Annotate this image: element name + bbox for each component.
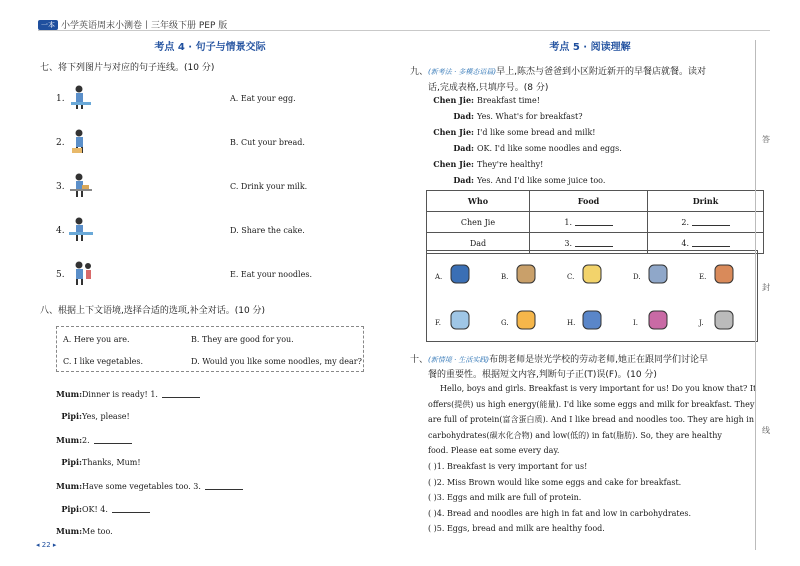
dialogue-text: They're healthy!: [477, 160, 544, 169]
binding-line: [755, 40, 756, 550]
dialogue-line: [56, 458, 141, 468]
brand-badge: 一本: [38, 20, 58, 30]
speaker: Mum:: [56, 435, 83, 445]
food-table-wrap: [426, 190, 764, 254]
side-mark: 封: [762, 283, 770, 292]
speaker: Pipi:: [61, 457, 82, 467]
q9-title-text: 早上,陈杰与爸爸到小区附近新开的早餐店就餐。读对: [496, 67, 707, 77]
dialogue-text: Thanks, Mum!: [82, 458, 141, 467]
sentence-option[interactable]: B. Cut your bread.: [230, 138, 305, 147]
dialogue-line: [430, 128, 596, 138]
th-drink: Drink: [648, 191, 764, 212]
q8-options-box: [56, 326, 364, 372]
speaker: Pipi:: [61, 504, 82, 514]
option-b: B. They are good for you.: [191, 335, 294, 344]
option-d: D. Would you like some noodles, my dear?: [191, 357, 362, 366]
dialogue-line: [430, 176, 605, 186]
left-section-title: 考点 4 · 句子与情景交际: [154, 42, 266, 53]
speaker: Chen Jie:: [433, 159, 474, 169]
q7-title: 七、将下列图片与对应的句子连线。(10 分): [40, 63, 215, 73]
speaker: Chen Jie:: [433, 95, 474, 105]
dialogue-text: OK! 4.: [82, 505, 108, 514]
choice-label: G.: [501, 319, 509, 327]
bread-icon[interactable]: [513, 261, 539, 291]
dialogue-text: Me too.: [82, 527, 113, 536]
sentence-option[interactable]: A. Eat your egg.: [230, 94, 296, 103]
choice-label: D.: [633, 273, 641, 281]
dialogue-line: [430, 112, 583, 122]
dialogue-text: I'd like some bread and milk!: [477, 128, 596, 137]
tf-statement[interactable]: ( )4. Bread and noodles are high in fat and low in carbohydrates.: [428, 508, 692, 518]
dialogue-line: [430, 144, 622, 154]
side-mark: 线: [762, 426, 770, 435]
food-choices-box: [426, 250, 758, 342]
cell-who: Chen Jie: [427, 212, 530, 233]
glass-water-icon[interactable]: [447, 307, 473, 337]
dialogue-line: [56, 412, 130, 422]
speaker: Mum:: [56, 526, 83, 536]
choice-label: A.: [435, 273, 443, 281]
q10-title-line2: 餐的重要性。根据短文内容,判断句子正(T)误(F)。(10 分): [428, 370, 657, 380]
option-a: A. Here you are.: [63, 335, 130, 344]
dialogue-text: 2.: [82, 436, 90, 445]
dialogue-text: Yes. And I'd like some juice too.: [477, 176, 606, 185]
page-number-text: 22: [41, 541, 51, 549]
answer-blank[interactable]: [205, 481, 243, 490]
cell-food[interactable]: [530, 212, 648, 233]
sentence-option[interactable]: C. Drink your milk.: [230, 182, 308, 191]
eggs-plate-icon[interactable]: [579, 261, 605, 291]
dialogue-text: Breakfast time!: [477, 96, 540, 105]
q9-title-line2: 话,完成表格,只填序号。(8 分): [428, 83, 549, 93]
speaker: Dad:: [453, 111, 474, 121]
orange-juice-icon[interactable]: [513, 307, 539, 337]
cell-drink[interactable]: [648, 212, 764, 233]
q10-title-line1: [410, 352, 708, 365]
item-number: 2.: [56, 138, 65, 148]
drink-blank-num: 2.: [681, 218, 690, 227]
th-food: Food: [530, 191, 648, 212]
header-divider: [38, 30, 770, 31]
dialogue-line: [430, 160, 543, 170]
header-title: 小学英语周末小测卷丨三年级下册 PEP 版: [61, 21, 228, 31]
tf-statement[interactable]: ( )3. Eggs and milk are full of protein.: [428, 493, 582, 502]
passage-line: Hello, boys and girls. Breakfast is very important for us! Do you know that? It: [440, 384, 757, 393]
right-section-title: 考点 5 · 阅读理解: [549, 42, 631, 53]
dialogue-line: [56, 389, 200, 400]
answer-blank[interactable]: [162, 389, 200, 398]
passage-line: food. Please eat some every day.: [428, 446, 560, 455]
speaker: Dad:: [453, 175, 474, 185]
speaker: Mum:: [56, 389, 83, 399]
q9-number: 九、: [410, 67, 429, 77]
choice-label: B.: [501, 273, 509, 281]
dialogue-line: [56, 435, 132, 446]
page-number: ◂ 22 ▸: [36, 541, 57, 549]
juice-box-icon[interactable]: [447, 261, 473, 291]
q10-hint: (新情境 · 生活实践): [428, 356, 490, 364]
speaker: Chen Jie:: [433, 127, 474, 137]
answer-blank[interactable]: [112, 504, 150, 513]
q9-hint: (新考法 · 多模态语篇): [428, 68, 497, 76]
noodle-person-icon: [68, 216, 94, 246]
table-row: [427, 212, 764, 233]
dialogue-text: Dinner is ready! 1.: [82, 390, 158, 399]
speaker: Pipi:: [61, 411, 82, 421]
speaker: Dad:: [453, 143, 474, 153]
drink-person-icon: [68, 84, 94, 114]
choice-label: E.: [699, 273, 707, 281]
dialogue-line: [56, 481, 243, 492]
choice-label: H.: [567, 319, 576, 327]
th-who: Who: [427, 191, 530, 212]
kids-sharing-icon: [68, 260, 94, 290]
item-number: 5.: [56, 270, 65, 280]
milk-carton-icon[interactable]: [579, 307, 605, 337]
answer-blank[interactable]: [94, 435, 132, 444]
dialogue-line: [430, 96, 540, 106]
candy-icon[interactable]: [645, 307, 671, 337]
dialogue-line: [56, 527, 113, 537]
q10-number: 十、: [410, 355, 429, 365]
sentence-option[interactable]: E. Eat your noodles.: [230, 270, 312, 279]
cake-icon[interactable]: [645, 261, 671, 291]
tf-statement[interactable]: ( )2. Miss Brown would like some eggs and cake for breakfast.: [428, 477, 682, 487]
sentence-option[interactable]: D. Share the cake.: [230, 226, 305, 235]
cell-who: Dad: [427, 233, 530, 254]
choice-label: C.: [567, 273, 575, 281]
item-number: 3.: [56, 182, 65, 192]
food-blank-num: 3.: [564, 239, 573, 248]
item-number: 1.: [56, 94, 65, 104]
choice-label: J.: [699, 319, 704, 327]
q8-title: 八、根据上下文语境,选择合适的选项,补全对话。(10 分): [40, 306, 266, 316]
dialogue-text: Have some vegetables too. 3.: [82, 482, 201, 491]
dumplings-icon[interactable]: [711, 307, 737, 337]
cake-person-icon: [68, 128, 94, 158]
noodle-bowl-icon[interactable]: [711, 261, 737, 291]
q9-title-line1: [410, 64, 706, 77]
passage-line: carbohydrates(碳水化合物) and low(低的) in fat(脂肪). So, they are healthy: [428, 430, 722, 440]
dialogue-text: OK. I'd like some noodles and eggs.: [477, 144, 622, 153]
dialogue-text: Yes, please!: [82, 412, 130, 421]
q10-title-text: 布朗老师是崇光学校的劳动老师,她正在跟同学们讨论早: [489, 355, 709, 365]
bread-person-icon: [68, 172, 94, 202]
food-blank-num: 1.: [564, 218, 573, 227]
passage-line: are full of protein(富含蛋白质). And I like bread and noodles too. They are high in: [428, 415, 754, 424]
speaker: Mum:: [56, 481, 83, 491]
drink-blank-num: 4.: [681, 239, 690, 248]
passage-line: offers(提供) us high energy(能量). I'd like some eggs and milk for breakfast. They: [428, 399, 755, 409]
tf-statement[interactable]: ( )5. Eggs, bread and milk are healthy food.: [428, 524, 605, 533]
food-table: [426, 190, 764, 254]
side-mark: 答: [762, 135, 770, 144]
tf-statement[interactable]: ( )1. Breakfast is very important for us!: [428, 462, 588, 471]
dialogue-text: Yes. What's for breakfast?: [477, 112, 583, 121]
item-number: 4.: [56, 226, 65, 236]
choice-label: F.: [435, 319, 441, 327]
dialogue-line: [56, 504, 150, 515]
option-c: C. I like vegetables.: [63, 357, 144, 366]
choice-label: I.: [633, 319, 638, 327]
